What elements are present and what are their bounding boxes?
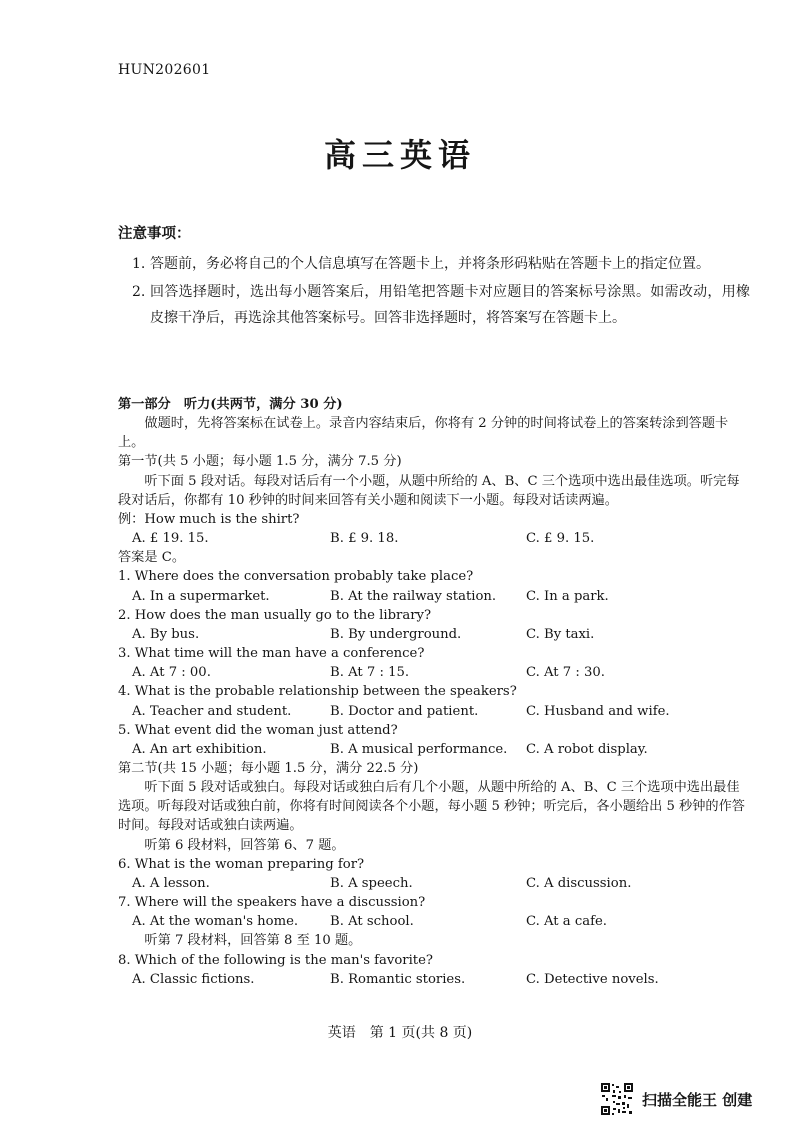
question-5-options bbox=[118, 740, 746, 759]
option-a: A. At the woman's home. bbox=[132, 914, 299, 930]
question-7: 7. Where will the speakers have a discussion? bbox=[118, 895, 426, 911]
example-answer: 答案是 C。 bbox=[118, 550, 186, 566]
exam-code: HUN202601 bbox=[118, 62, 211, 78]
option-c: C. By taxi. bbox=[526, 626, 595, 642]
option-b: B. At the railway station. bbox=[330, 588, 497, 604]
question-1-options bbox=[118, 587, 746, 606]
section2-instructions: 听下面 5 段对话或独白。每段对话或独白后有几个小题，从题中所给的 A、B、C 三个选项中选出最佳选项。听每段对话或独白前，你将有时间阅读各个小题，每小题 5 秒钟；听完后，各小题给出 5 秒钟的作答时间。每段对话或独白读两遍。 bbox=[118, 780, 745, 834]
section2-title: 第二节(共 15 小题；每小题 1.5 分，满分 22.5 分) bbox=[118, 760, 419, 776]
question-6: 6. What is the woman preparing for? bbox=[118, 856, 365, 872]
listening-part bbox=[118, 395, 746, 989]
page-title: 高三英语 bbox=[323, 136, 476, 174]
option-b: B. Doctor and patient. bbox=[330, 703, 479, 719]
qr-code-icon bbox=[600, 1082, 634, 1116]
material-6-note: 听第 6 段材料，回答第 6、7 题。 bbox=[144, 837, 345, 853]
notes-heading: 注意事项： bbox=[118, 225, 191, 242]
question-8-options bbox=[118, 970, 746, 989]
question-4: 4. What is the probable relationship between the speakers? bbox=[118, 684, 517, 700]
watermark-text: 扫描全能王 创建 bbox=[642, 1090, 753, 1109]
option-a: A. Teacher and student. bbox=[132, 703, 292, 719]
note-item bbox=[118, 251, 750, 277]
part-title: 第一部分 听力(共两节，满分 30 分) bbox=[118, 397, 343, 412]
section1-title: 第一节(共 5 小题；每小题 1.5 分，满分 7.5 分) bbox=[118, 454, 402, 470]
option-c: C. Husband and wife. bbox=[526, 703, 670, 719]
example-question: 例：How much is the shirt? bbox=[118, 511, 300, 527]
note-number: 2. bbox=[132, 284, 146, 300]
question-6-options bbox=[118, 874, 746, 893]
notes-section bbox=[118, 222, 750, 333]
question-1: 1. Where does the conversation probably take place? bbox=[118, 569, 474, 585]
option-c: C. At a cafe. bbox=[526, 914, 607, 930]
question-4-options bbox=[118, 702, 746, 721]
note-item bbox=[118, 279, 750, 331]
option-b: B. £ 9. 18. bbox=[330, 531, 399, 547]
option-c: C. Detective novels. bbox=[526, 971, 659, 987]
option-a: A. £ 19. 15. bbox=[132, 531, 209, 547]
option-c: C. At 7 : 30. bbox=[526, 665, 605, 681]
option-a: A. By bus. bbox=[132, 626, 200, 642]
option-b: B. At 7 : 15. bbox=[330, 665, 410, 681]
option-c: C. In a park. bbox=[526, 588, 609, 604]
option-a: A. A lesson. bbox=[132, 875, 210, 891]
section1-instructions: 听下面 5 段对话。每段对话后有一个小题，从题中所给的 A、B、C 三个选项中选出最佳选项。听完每段对话后，你都有 10 秒钟的时间来回答有关小题和阅读下一小题。每段对话读两遍。 bbox=[118, 473, 740, 508]
option-b: B. At school. bbox=[330, 914, 414, 930]
option-b: B. Romantic stories. bbox=[330, 971, 466, 987]
question-7-options bbox=[118, 912, 746, 931]
scanner-watermark bbox=[600, 1082, 752, 1116]
note-number: 1. bbox=[132, 256, 146, 272]
question-3-options bbox=[118, 663, 746, 682]
option-c: C. A discussion. bbox=[526, 875, 632, 891]
question-2-options bbox=[118, 625, 746, 644]
part-intro: 做题时，先将答案标在试卷上。录音内容结束后，你将有 2 分钟的时间将试卷上的答案转涂到答题卡上。 bbox=[118, 416, 729, 451]
option-a: A. An art exhibition. bbox=[132, 741, 267, 757]
option-c: C. A robot display. bbox=[526, 741, 648, 757]
option-b: B. A speech. bbox=[330, 875, 413, 891]
example-options bbox=[118, 529, 746, 548]
question-8: 8. Which of the following is the man's favorite? bbox=[118, 952, 433, 968]
note-text: 答题前，务必将自己的个人信息填写在答题卡上，并将条形码粘贴在答题卡上的指定位置。 bbox=[150, 256, 710, 272]
option-a: A. In a supermarket. bbox=[132, 588, 270, 604]
option-a: A. Classic fictions. bbox=[132, 971, 255, 987]
option-b: B. By underground. bbox=[330, 626, 462, 642]
question-3: 3. What time will the man have a conference? bbox=[118, 646, 425, 662]
question-2: 2. How does the man usually go to the library? bbox=[118, 607, 432, 623]
material-7-note: 听第 7 段材料，回答第 8 至 10 题。 bbox=[144, 933, 362, 949]
page-footer: 英语 第 1 页(共 8 页) bbox=[327, 1025, 473, 1041]
option-b: B. A musical performance. bbox=[330, 741, 508, 757]
question-5: 5. What event did the woman just attend? bbox=[118, 722, 398, 738]
option-a: A. At 7 : 00. bbox=[132, 665, 211, 681]
note-text: 回答选择题时，选出每小题答案后，用铅笔把答题卡对应题目的答案标号涂黑。如需改动，用橡皮擦干净后，再选涂其他答案标号。回答非选择题时，将答案写在答题卡上。 bbox=[150, 284, 750, 326]
option-c: C. £ 9. 15. bbox=[526, 531, 595, 547]
